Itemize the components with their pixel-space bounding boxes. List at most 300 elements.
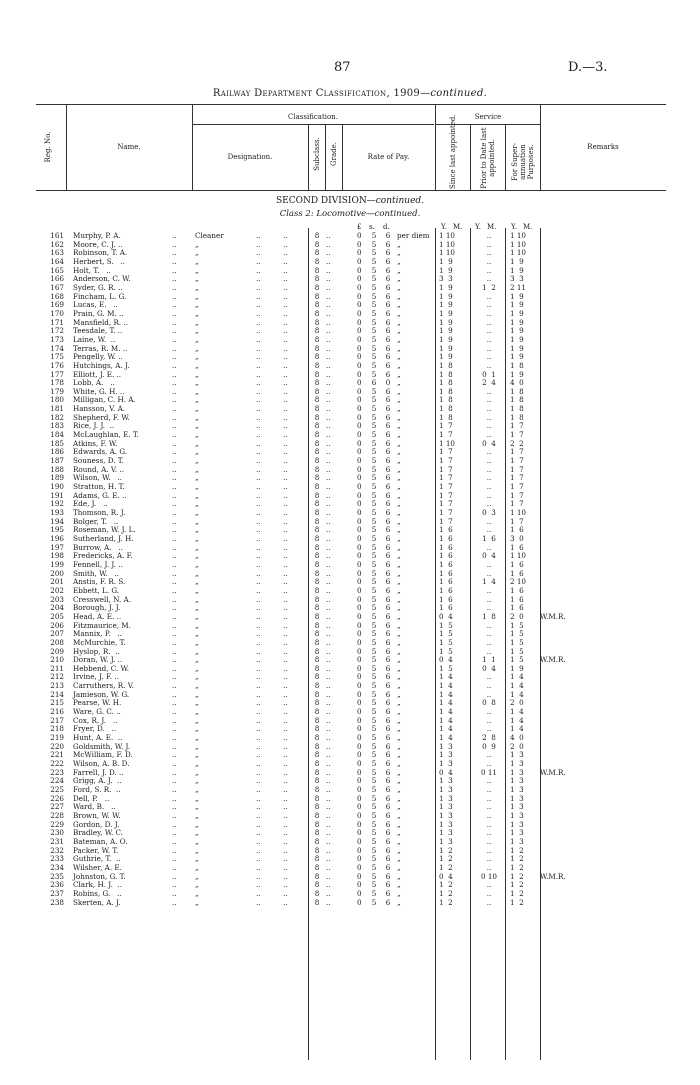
pay-shillings: 5: [371, 741, 377, 751]
leader-dots: ..: [256, 542, 261, 552]
pay-pounds: 0: [357, 802, 362, 812]
superannuation-service: 1 6: [510, 594, 524, 604]
employee-name: Grigg, A. J. ..: [73, 776, 122, 786]
leader-dots: ..: [283, 828, 288, 838]
designation: „: [195, 447, 199, 457]
leader-dots: ..: [172, 256, 177, 266]
designation: „: [195, 525, 199, 535]
designation: „: [195, 620, 199, 630]
superannuation-service: 2 0: [510, 611, 524, 621]
reg-no: 225: [50, 785, 64, 794]
leader-dots: ..: [283, 542, 288, 552]
prior-to-date: ..: [486, 473, 492, 483]
reg-no: 182: [50, 412, 64, 422]
subclass: 8: [314, 715, 320, 725]
pay-shillings: 5: [371, 291, 377, 301]
pay-period: „: [397, 378, 401, 388]
pay-pence: 6: [385, 447, 391, 457]
since-last-appointed: 1 2: [439, 854, 453, 864]
subclass: 8: [314, 594, 320, 604]
reg-no: 196: [50, 533, 64, 543]
grade: ..: [326, 810, 331, 820]
pay-period: „: [397, 248, 401, 258]
pay-pence: 6: [385, 395, 391, 405]
pay-shillings: 5: [371, 395, 377, 405]
leader-dots: ..: [283, 819, 288, 829]
designation: „: [195, 360, 199, 370]
pay-pounds: 0: [357, 828, 362, 838]
pay-pence: 6: [385, 577, 391, 587]
superannuation-service: 1 6: [510, 525, 524, 535]
leader-dots: ..: [256, 629, 261, 639]
pay-pounds: 0: [357, 438, 362, 448]
designation: „: [195, 862, 199, 872]
pay-pence: 6: [385, 637, 391, 647]
designation: „: [195, 681, 199, 691]
pay-period: „: [397, 646, 401, 656]
pay-pounds: 0: [357, 378, 362, 388]
pay-pounds: 0: [357, 464, 362, 474]
leader-dots: ..: [256, 603, 261, 613]
leader-dots: ..: [283, 845, 288, 855]
leader-dots: ..: [283, 525, 288, 535]
leader-dots: ..: [283, 759, 288, 769]
superannuation-service: 1 4: [510, 681, 524, 691]
leader-dots: ..: [283, 715, 288, 725]
prior-to-date: 0 9: [482, 741, 496, 751]
prior-to-date: 0 10: [480, 871, 497, 881]
reg-no: 178: [50, 378, 64, 388]
superannuation-service: 1 6: [510, 603, 524, 613]
employee-name: Fennell, J. J. ..: [73, 559, 123, 569]
superannuation-service: 2 11: [510, 282, 527, 292]
reg-no: 192: [50, 499, 64, 509]
pay-pence: 6: [385, 464, 391, 474]
pay-pounds: 0: [357, 508, 362, 517]
since-last-appointed: 1 7: [439, 447, 453, 457]
prior-to-date: ..: [486, 404, 492, 414]
superannuation-service: 1 3: [510, 776, 524, 786]
leader-dots: ..: [256, 438, 261, 448]
reg-no: 235: [50, 871, 64, 881]
employee-name: Anderson, C. W.: [73, 274, 131, 284]
pay-pence: 6: [385, 386, 391, 396]
grade: ..: [326, 750, 331, 760]
leader-dots: ..: [172, 343, 177, 353]
leader-dots: ..: [256, 672, 261, 682]
reg-no: 188: [50, 464, 64, 474]
pay-pounds: 0: [357, 689, 362, 699]
prior-to-date: 1 4: [482, 577, 496, 587]
grade: ..: [326, 620, 331, 630]
prior-to-date: ..: [486, 629, 492, 639]
subclass: 8: [314, 516, 320, 526]
leader-dots: ..: [172, 629, 177, 639]
reg-no: 183: [50, 421, 64, 431]
superannuation-service: 1 7: [510, 482, 524, 492]
pay-pence: 6: [385, 369, 391, 379]
grade: ..: [326, 828, 331, 838]
pay-period: „: [397, 438, 401, 448]
grade: ..: [326, 646, 331, 656]
pay-shillings: 5: [371, 759, 377, 769]
leader-dots: ..: [283, 793, 288, 803]
pay-pounds: 0: [357, 421, 362, 431]
since-last-appointed: 1 6: [439, 559, 453, 569]
grade: ..: [326, 326, 331, 336]
pay-pence: 6: [385, 897, 391, 907]
pay-shillings: 5: [371, 300, 377, 310]
pay-shillings: 5: [371, 412, 377, 422]
leader-dots: ..: [256, 525, 261, 535]
superannuation-service: 1 9: [510, 352, 524, 362]
subclass: 8: [314, 421, 320, 431]
leader-dots: ..: [172, 473, 177, 483]
employee-name: Milligan, C. H. A.: [73, 395, 136, 405]
grade: ..: [326, 464, 331, 474]
reg-no: 233: [50, 854, 64, 864]
leader-dots: ..: [172, 663, 177, 673]
reg-no: 190: [50, 482, 64, 492]
division-continued: continued.: [375, 196, 425, 206]
pay-pounds: 0: [357, 551, 362, 561]
prior-to-date: ..: [486, 793, 492, 803]
leader-dots: ..: [172, 880, 177, 890]
subclass: 8: [314, 456, 320, 466]
pay-shillings: 5: [371, 620, 377, 630]
reg-no: 214: [50, 689, 64, 699]
reg-no: 187: [50, 456, 64, 466]
pay-pounds: 0: [357, 412, 362, 422]
superannuation-service: 1 4: [510, 707, 524, 717]
pay-shillings: 5: [371, 456, 377, 466]
leader-dots: ..: [256, 568, 261, 578]
leader-dots: ..: [172, 733, 177, 743]
designation: „: [195, 759, 199, 769]
prior-to-date: ..: [486, 689, 492, 699]
leader-dots: ..: [172, 542, 177, 552]
prior-to-date: ..: [486, 776, 492, 786]
employee-name: Mannix, P. ..: [73, 629, 122, 639]
pay-period: „: [397, 291, 401, 301]
subclass: 8: [314, 836, 320, 846]
pay-period: „: [397, 698, 401, 708]
reg-no: 164: [50, 256, 64, 266]
since-last-header: Since last appointed.: [449, 114, 457, 189]
pay-period: „: [397, 456, 401, 466]
name-header: Name.: [117, 143, 141, 151]
pay-period: „: [397, 282, 401, 292]
leader-dots: ..: [256, 646, 261, 656]
leader-dots: ..: [283, 533, 288, 543]
prior-to-date: ..: [486, 836, 492, 846]
pay-period: „: [397, 681, 401, 691]
subclass: 8: [314, 482, 320, 492]
since-last-appointed: 1 3: [439, 793, 453, 803]
prior-to-date: ..: [486, 248, 492, 258]
reg-no-header: Reg. No.: [44, 131, 52, 163]
leader-dots: ..: [283, 681, 288, 691]
pay-shillings: 5: [371, 430, 377, 440]
pay-period: „: [397, 559, 401, 569]
leader-dots: ..: [283, 620, 288, 630]
pay-period: „: [397, 308, 401, 318]
pay-pence: 6: [385, 438, 391, 448]
prior-to-date-header: Prior to Date last appointed.: [480, 127, 496, 189]
leader-dots: ..: [283, 611, 288, 621]
pay-period: „: [397, 689, 401, 699]
designation: Cleaner: [195, 231, 224, 240]
pay-shillings: 5: [371, 508, 377, 517]
employee-name: Syder, G. R. ..: [73, 282, 123, 292]
leader-dots: ..: [172, 672, 177, 682]
subclass: 8: [314, 412, 320, 422]
designation: „: [195, 499, 199, 509]
pay-shillings: 5: [371, 611, 377, 621]
designation: „: [195, 776, 199, 786]
pay-shillings: 5: [371, 802, 377, 812]
subclass: 8: [314, 681, 320, 691]
prior-to-date: ..: [486, 464, 492, 474]
header-bottom-rule: [36, 190, 666, 191]
since-last-appointed: 1 3: [439, 810, 453, 820]
prior-to-date: 2 8: [482, 733, 496, 743]
grade: ..: [326, 308, 331, 318]
pay-pence: 6: [385, 291, 391, 301]
grade: ..: [326, 499, 331, 509]
pay-pounds: 0: [357, 248, 362, 258]
leader-dots: ..: [256, 430, 261, 440]
since-last-appointed: 1 3: [439, 759, 453, 769]
grade: ..: [326, 542, 331, 552]
pay-pounds: 0: [357, 603, 362, 613]
designation: „: [195, 421, 199, 431]
leader-dots: ..: [172, 300, 177, 310]
employee-name: Sutherland, J. H.: [73, 533, 134, 543]
employee-name: Anstis, F. R. S.: [73, 577, 126, 587]
grade: ..: [326, 871, 331, 881]
subclass: 8: [314, 438, 320, 448]
prior-to-date: ..: [486, 620, 492, 630]
reg-no: 236: [50, 880, 64, 890]
pay-pence: 6: [385, 707, 391, 717]
pay-pounds: 0: [357, 733, 362, 743]
prior-year-unit: Y.: [475, 223, 481, 231]
subclass: 8: [314, 265, 320, 275]
employee-name: McLaughlan, E. T.: [73, 430, 139, 440]
pay-pounds: 0: [357, 533, 362, 543]
since-last-appointed: 1 7: [439, 430, 453, 440]
pay-pounds: 0: [357, 291, 362, 301]
leader-dots: ..: [283, 395, 288, 405]
pay-shillings: 5: [371, 707, 377, 717]
pay-shillings: 5: [371, 828, 377, 838]
subclass: 8: [314, 559, 320, 569]
leader-dots: ..: [283, 862, 288, 872]
leader-dots: ..: [256, 533, 261, 543]
prior-to-date: ..: [486, 724, 492, 734]
leader-dots: ..: [256, 776, 261, 786]
subclass: 8: [314, 317, 320, 327]
superannuation-service: 1 7: [510, 499, 524, 509]
employee-name: Ware, G. C. ..: [73, 707, 121, 717]
since-last-appointed: 1 6: [439, 525, 453, 535]
designation: „: [195, 291, 199, 301]
pay-period: „: [397, 854, 401, 864]
subclass: 8: [314, 707, 320, 717]
leader-dots: ..: [283, 300, 288, 310]
employee-name: Bolger, T. ..: [73, 516, 119, 526]
reg-no: 223: [50, 767, 64, 777]
leader-dots: ..: [256, 499, 261, 509]
employee-name: Lucas, E. ..: [73, 300, 118, 310]
leader-dots: ..: [172, 508, 177, 517]
leader-dots: ..: [283, 404, 288, 414]
leader-dots: ..: [172, 386, 177, 396]
grade: ..: [326, 741, 331, 751]
leader-dots: ..: [172, 360, 177, 370]
remarks: W.M.R.: [540, 871, 566, 881]
leader-dots: ..: [172, 888, 177, 898]
employee-name: Fitzmaurice, M.: [73, 620, 131, 630]
pay-pence: 6: [385, 473, 391, 483]
pay-pence: 6: [385, 525, 391, 535]
superannuation-service: 1 6: [510, 559, 524, 569]
reg-no: 181: [50, 404, 64, 414]
pay-pounds: 0: [357, 845, 362, 855]
leader-dots: ..: [283, 447, 288, 457]
pay-pounds: 0: [357, 836, 362, 846]
pay-shillings: 5: [371, 282, 377, 292]
prior-to-date: ..: [486, 291, 492, 301]
reg-no: 165: [50, 265, 64, 275]
leader-dots: ..: [172, 499, 177, 509]
grade: ..: [326, 334, 331, 344]
grade: ..: [326, 689, 331, 699]
since-last-appointed: 1 3: [439, 828, 453, 838]
pay-shillings: 6: [371, 378, 377, 388]
pay-pounds: 0: [357, 559, 362, 569]
pay-period: „: [397, 828, 401, 838]
grade: ..: [326, 551, 331, 561]
employee-name: McMurchie, T.: [73, 637, 126, 647]
prior-to-date: ..: [486, 637, 492, 647]
pay-pounds: 0: [357, 637, 362, 647]
pay-pounds: 0: [357, 231, 362, 240]
since-last-appointed: 1 7: [439, 482, 453, 492]
employee-name: Smith, W. ..: [73, 568, 119, 578]
pay-shillings: 5: [371, 776, 377, 786]
reg-no: 220: [50, 741, 64, 751]
leader-dots: ..: [256, 447, 261, 457]
pay-shillings: 5: [371, 655, 377, 665]
prior-to-date: ..: [486, 412, 492, 422]
leader-dots: ..: [283, 724, 288, 734]
pay-pence: 6: [385, 421, 391, 431]
leader-dots: ..: [256, 802, 261, 812]
grade: ..: [326, 793, 331, 803]
since-last-appointed: 1 8: [439, 404, 453, 414]
pay-pence: 6: [385, 300, 391, 310]
prior-to-date: 1 6: [482, 533, 496, 543]
since-last-appointed: 1 6: [439, 533, 453, 543]
employee-name: Moore, C. J. ..: [73, 239, 123, 249]
leader-dots: ..: [283, 603, 288, 613]
superannuation-service: 1 4: [510, 689, 524, 699]
grade: ..: [326, 655, 331, 665]
division-title: SECOND DIVISION: [275, 196, 367, 206]
grade: ..: [326, 880, 331, 890]
subclass: 8: [314, 655, 320, 665]
employee-name: Jamieson, W. G.: [73, 689, 130, 699]
pay-shillings: 5: [371, 239, 377, 249]
pay-pence: 6: [385, 828, 391, 838]
designation: „: [195, 793, 199, 803]
subclass: 8: [314, 231, 320, 240]
leader-dots: ..: [256, 707, 261, 717]
pay-shillings: 5: [371, 871, 377, 881]
leader-dots: ..: [283, 646, 288, 656]
leader-dots: ..: [256, 300, 261, 310]
subclass: 8: [314, 637, 320, 647]
pay-period: „: [397, 343, 401, 353]
since-last-appointed: 1 3: [439, 836, 453, 846]
prior-to-date: ..: [486, 672, 492, 682]
employee-name: Souness, D. T.: [73, 456, 124, 466]
leader-dots: ..: [256, 274, 261, 284]
grade: ..: [326, 473, 331, 483]
pay-pence: 6: [385, 343, 391, 353]
pay-pence: 6: [385, 603, 391, 613]
pay-shillings: 5: [371, 880, 377, 890]
since-last-appointed: 1 9: [439, 352, 453, 362]
pay-pence: 6: [385, 508, 391, 517]
grade: ..: [326, 681, 331, 691]
since-last-appointed: 1 4: [439, 724, 453, 734]
leader-dots: ..: [256, 248, 261, 258]
designation: „: [195, 352, 199, 362]
pay-pounds: 0: [357, 395, 362, 405]
pay-shillings: 5: [371, 490, 377, 500]
prior-to-date: ..: [486, 854, 492, 864]
leader-dots: ..: [256, 871, 261, 881]
leader-dots: ..: [172, 854, 177, 864]
employee-name: Bradley, W. C.: [73, 828, 124, 838]
reg-no: 179: [50, 386, 64, 396]
grade: ..: [326, 300, 331, 310]
grade-header: Grade.: [330, 142, 338, 166]
subclass: 8: [314, 525, 320, 535]
pay-shillings: 5: [371, 585, 377, 595]
leader-dots: ..: [256, 854, 261, 864]
employee-name: Hansson, V. A.: [73, 404, 126, 414]
subclass: 8: [314, 308, 320, 318]
leader-dots: ..: [172, 819, 177, 829]
subclass: 8: [314, 611, 320, 621]
superannuation-service: 1 2: [510, 862, 524, 872]
grade: ..: [326, 248, 331, 258]
superannuation-service: 1 3: [510, 836, 524, 846]
designation: „: [195, 274, 199, 284]
document-reference: D.—3.: [568, 60, 608, 75]
superannuation-service: 1 6: [510, 542, 524, 552]
grade: ..: [326, 516, 331, 526]
pay-shillings: 5: [371, 464, 377, 474]
pay-period: „: [397, 525, 401, 535]
leader-dots: ..: [283, 334, 288, 344]
employee-name: Wilson, A. B. D.: [73, 759, 130, 769]
leader-dots: ..: [283, 785, 288, 794]
